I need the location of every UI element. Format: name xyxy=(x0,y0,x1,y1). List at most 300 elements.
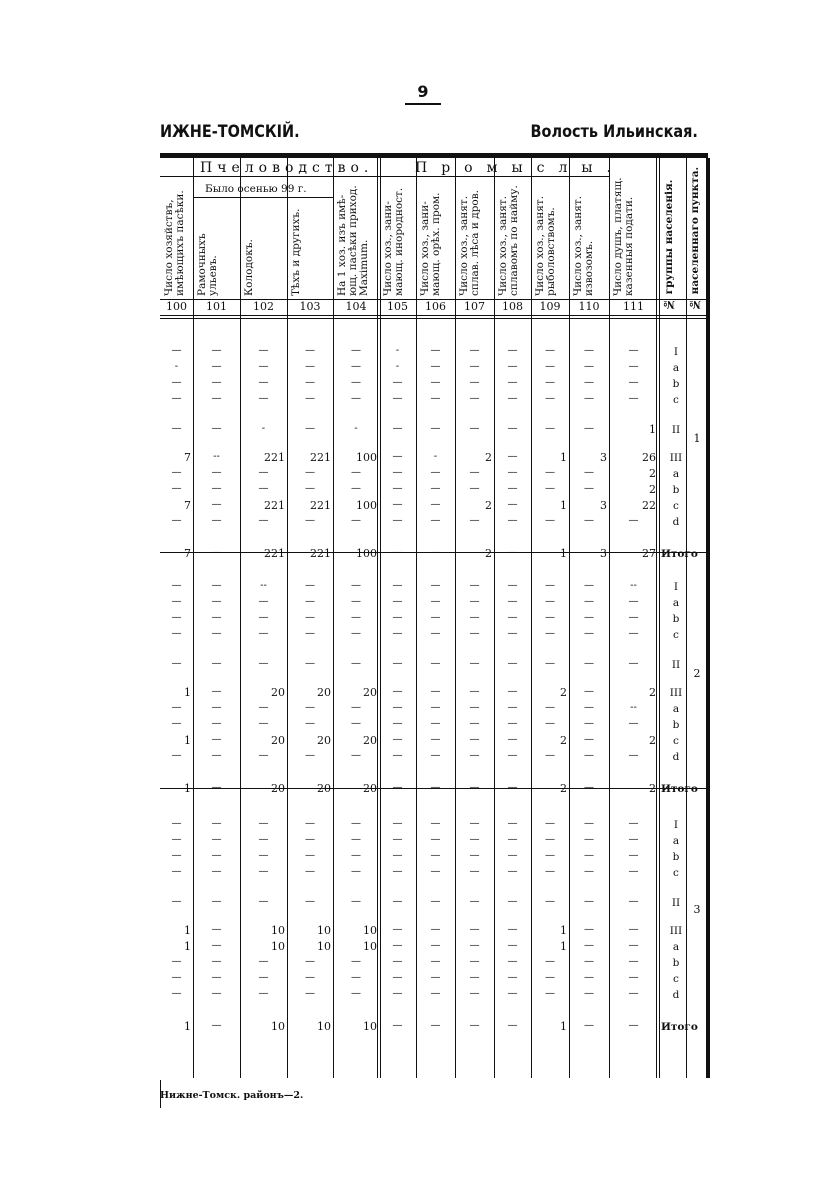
dash-cell: — xyxy=(392,734,403,745)
dash-cell: — xyxy=(545,818,555,829)
dash-cell: — xyxy=(258,467,269,478)
group-label: a xyxy=(672,362,680,374)
dash-cell: — xyxy=(545,988,555,999)
dash-cell: — xyxy=(584,782,594,793)
header-bottom-double xyxy=(160,318,708,319)
dash-cell: — xyxy=(211,361,222,372)
dash-cell: — xyxy=(211,1020,222,1031)
column-heading: Число хоз., занят. извозомъ. xyxy=(572,195,595,296)
footer: Нижне-Томск. районъ—2. xyxy=(160,1090,304,1101)
dash-cell: — xyxy=(171,377,182,388)
table-cell: 1 xyxy=(560,940,567,953)
dash-cell: - xyxy=(354,423,358,434)
group-label: b xyxy=(672,957,680,969)
dash-cell: — xyxy=(258,818,269,829)
dash-cell: — xyxy=(258,956,269,967)
dash-cell: — xyxy=(507,345,518,356)
dash-cell: — xyxy=(628,834,639,845)
group-label: c xyxy=(673,735,679,747)
table-cell: 2 xyxy=(649,686,656,699)
table-cell: 100 xyxy=(356,547,377,560)
column-rule xyxy=(494,158,495,1078)
dash-cell: — xyxy=(584,515,594,526)
dash-cell: — xyxy=(545,850,555,861)
dash-cell: — xyxy=(628,956,639,967)
dash-cell: — xyxy=(351,483,361,494)
table-cell: 2 xyxy=(560,782,567,795)
dash-cell: — xyxy=(430,718,441,729)
dash-cell: — xyxy=(430,972,441,983)
group-label: b xyxy=(672,719,680,731)
column-number: 104 xyxy=(345,300,367,313)
dash-cell: — xyxy=(351,718,361,729)
dash-cell: — xyxy=(351,866,361,877)
dash-cell: — xyxy=(430,834,441,845)
table-cell: 20 xyxy=(317,782,331,795)
dash-cell: — xyxy=(392,940,403,951)
subheading-autumn: Было осенью 99 г. xyxy=(205,183,307,195)
dash-cell: — xyxy=(211,467,222,478)
left-header: ИЖНЕ-ТОМСКІЙ. xyxy=(160,122,300,142)
dash-cell: — xyxy=(392,628,403,639)
dash-cell: — xyxy=(469,393,480,404)
table-cell: 2 xyxy=(485,499,492,512)
dash-cell: — xyxy=(545,702,555,713)
dash-cell: — xyxy=(545,483,555,494)
column-rule xyxy=(706,158,710,1078)
dash-cell: — xyxy=(628,924,639,935)
dash-cell: — xyxy=(430,750,441,761)
dash-cell: — xyxy=(171,718,182,729)
dash-cell: — xyxy=(305,423,315,434)
dash-cell: — xyxy=(258,393,269,404)
dash-cell: — xyxy=(584,361,594,372)
dash-cell: — xyxy=(584,612,594,623)
table-cell: 1 xyxy=(184,686,191,699)
dash-cell: — xyxy=(507,1020,518,1031)
dash-cell: — xyxy=(211,734,222,745)
dash-cell: — xyxy=(211,393,222,404)
dash-cell: — xyxy=(469,1020,480,1031)
column-heading: Число хозяйствъ, имѣющихъ пасѣки. xyxy=(163,190,186,296)
dash-cell: — xyxy=(171,850,182,861)
dash-cell: — xyxy=(584,686,594,697)
column-heading: Число хоз., зани- мающ. инородност. xyxy=(382,187,405,296)
page-number: 9 xyxy=(405,82,441,105)
group-label: d xyxy=(672,989,680,1001)
table-cell: 1 xyxy=(184,1020,191,1033)
dash-cell: — xyxy=(469,467,480,478)
dash-cell: — xyxy=(507,580,518,591)
table-cell: 20 xyxy=(363,734,377,747)
dash-cell: — xyxy=(507,686,518,697)
dash-cell: — xyxy=(507,596,518,607)
dash-cell: — xyxy=(584,750,594,761)
column-heading: Колодокъ. xyxy=(243,239,255,296)
dash-cell: — xyxy=(430,924,441,935)
dash-cell: — xyxy=(430,515,441,526)
dash-cell: — xyxy=(351,628,361,639)
dash-cell: — xyxy=(430,596,441,607)
table-cell: 20 xyxy=(363,782,377,795)
dash-cell: — xyxy=(351,467,361,478)
dash-cell: — xyxy=(392,377,403,388)
dash-cell: — xyxy=(392,834,403,845)
dash-cell: — xyxy=(211,580,222,591)
column-heading: Число хоз., занят. рыболовствомъ. xyxy=(534,195,557,296)
dash-cell: — xyxy=(392,956,403,967)
dash-cell: - xyxy=(174,361,179,372)
dash-cell: — xyxy=(507,850,518,861)
dash-cell: — xyxy=(351,834,361,845)
table-cell: 7 xyxy=(184,451,191,464)
dash-cell: — xyxy=(392,750,403,761)
dash-cell: — xyxy=(305,377,315,388)
dash-cell: — xyxy=(351,896,361,907)
dash-cell: — xyxy=(628,850,639,861)
group-label: I xyxy=(673,581,679,593)
dash-cell: — xyxy=(507,393,518,404)
dash-cell: — xyxy=(584,956,594,967)
settlement-number: 2 xyxy=(693,667,701,680)
dash-cell: — xyxy=(211,782,222,793)
dash-cell: — xyxy=(430,377,441,388)
dash-cell: — xyxy=(392,818,403,829)
dash-cell: — xyxy=(392,483,403,494)
dash-cell: — xyxy=(469,515,480,526)
group-label: c xyxy=(673,500,679,512)
dash-cell: — xyxy=(584,940,594,951)
dash-cell: - xyxy=(261,423,266,434)
dash-cell: — xyxy=(351,972,361,983)
table-cell: 2 xyxy=(649,483,656,496)
dash-cell: — xyxy=(351,393,361,404)
group-label: Итого xyxy=(661,783,698,795)
dash-cell: — xyxy=(171,896,182,907)
dash-cell: — xyxy=(545,866,555,877)
group-label: I xyxy=(673,819,679,831)
column-number: 106 xyxy=(425,300,446,313)
dash-cell: — xyxy=(392,580,403,591)
dash-cell: — xyxy=(545,580,555,591)
dash-cell: — xyxy=(545,377,555,388)
dash-cell: — xyxy=(392,1020,403,1031)
table-cell: 1 xyxy=(184,924,191,937)
dash-cell: — xyxy=(507,483,518,494)
dash-cell: — xyxy=(584,658,594,669)
dash-cell: — xyxy=(258,628,269,639)
table-cell: 20 xyxy=(271,734,285,747)
dash-cell: — xyxy=(171,423,182,434)
dash-cell: — xyxy=(171,467,182,478)
dash-cell: — xyxy=(545,467,555,478)
column-number: 105 xyxy=(387,300,408,313)
dash-cell: — xyxy=(507,818,518,829)
table-cell: 20 xyxy=(271,686,285,699)
dash-cell: — xyxy=(507,972,518,983)
table-cell: 221 xyxy=(310,451,331,464)
dash-cell: — xyxy=(211,718,222,729)
dash-cell: — xyxy=(392,718,403,729)
dash-cell: — xyxy=(469,896,480,907)
dash-cell: — xyxy=(507,423,518,434)
dash-cell: — xyxy=(469,612,480,623)
dash-cell: — xyxy=(258,718,269,729)
table-cell: 26 xyxy=(642,451,656,464)
table-cell: 221 xyxy=(310,547,331,560)
dash-cell: — xyxy=(171,658,182,669)
dash-cell: — xyxy=(211,377,222,388)
dash-cell: — xyxy=(584,702,594,713)
dash-cell: — xyxy=(545,345,555,356)
dash-cell: — xyxy=(507,896,518,907)
table-cell: 10 xyxy=(271,1020,285,1033)
table-cell: 10 xyxy=(317,1020,331,1033)
dash-cell: — xyxy=(305,750,315,761)
table-cell: 20 xyxy=(317,686,331,699)
dash-cell: — xyxy=(351,702,361,713)
dash-cell: — xyxy=(430,499,441,510)
dash-cell: — xyxy=(430,818,441,829)
dash-cell: — xyxy=(628,988,639,999)
dash-cell: — xyxy=(507,499,518,510)
dash-cell: - xyxy=(395,361,400,372)
dash-cell: — xyxy=(584,483,594,494)
group-label: c xyxy=(673,973,679,985)
dash-cell: — xyxy=(305,988,315,999)
dash-cell: — xyxy=(211,483,222,494)
dash-cell: — xyxy=(469,940,480,951)
dash-cell: — xyxy=(430,866,441,877)
group-label: Итого xyxy=(661,1021,698,1033)
dash-cell: — xyxy=(171,393,182,404)
dash-cell: — xyxy=(507,658,518,669)
dash-cell: — xyxy=(507,515,518,526)
dash-cell: — xyxy=(545,596,555,607)
dash-cell: — xyxy=(258,850,269,861)
table-cell: 2 xyxy=(560,734,567,747)
table-cell: 2 xyxy=(560,686,567,699)
dash-cell: — xyxy=(469,988,480,999)
group-label: II xyxy=(671,424,681,436)
column-heading: Тѣхъ и другихъ. xyxy=(290,208,302,296)
column-rule xyxy=(656,158,660,1078)
dash-cell: — xyxy=(507,377,518,388)
dash-cell: — xyxy=(628,896,639,907)
dash-cell: — xyxy=(351,850,361,861)
dash-cell: — xyxy=(258,596,269,607)
dash-cell: — xyxy=(469,924,480,935)
dash-cell: — xyxy=(351,596,361,607)
dash-cell: — xyxy=(430,702,441,713)
column-number: 100 xyxy=(166,300,187,313)
table-cell: 10 xyxy=(363,940,377,953)
top-rule xyxy=(160,153,708,158)
column-heading: Число хоз., зани- мающ. орѣх. пром. xyxy=(419,192,442,296)
dash-cell: — xyxy=(507,702,518,713)
table-cell: 27 xyxy=(642,547,656,560)
group-label: b xyxy=(672,851,680,863)
table-cell: 10 xyxy=(271,940,285,953)
dash-cell: — xyxy=(430,467,441,478)
dash-cell: — xyxy=(430,580,441,591)
dash-cell: — xyxy=(211,345,222,356)
dash-cell: — xyxy=(430,940,441,951)
dash-cell: — xyxy=(392,393,403,404)
table-cell: 100 xyxy=(356,499,377,512)
table-cell: 20 xyxy=(363,686,377,699)
dash-cell: — xyxy=(351,345,361,356)
dash-cell: — xyxy=(392,896,403,907)
dash-cell: — xyxy=(430,483,441,494)
dash-cell: — xyxy=(430,896,441,907)
dash-cell: — xyxy=(469,956,480,967)
dash-cell: — xyxy=(507,612,518,623)
settlement-number: 3 xyxy=(693,903,701,916)
dash-cell: — xyxy=(584,580,594,591)
dash-cell: — xyxy=(584,818,594,829)
dash-cell: — xyxy=(392,658,403,669)
dash-cell: — xyxy=(351,988,361,999)
dash-cell: — xyxy=(351,658,361,669)
dash-cell: — xyxy=(171,515,182,526)
dash-cell: — xyxy=(469,734,480,745)
dash-cell: — xyxy=(628,393,639,404)
table-cell: 10 xyxy=(363,1020,377,1033)
dash-cell: — xyxy=(305,612,315,623)
dash-cell: — xyxy=(584,467,594,478)
column-number: 111 xyxy=(623,300,644,313)
dash-cell: — xyxy=(392,866,403,877)
dash-cell: — xyxy=(584,628,594,639)
dash-cell: — xyxy=(545,972,555,983)
dash-cell: — xyxy=(469,750,480,761)
subheader-rule xyxy=(193,197,333,198)
dash-cell: — xyxy=(628,718,639,729)
dash-cell: — xyxy=(469,866,480,877)
column-rule xyxy=(377,158,381,1078)
dash-cell: — xyxy=(392,782,403,793)
dash-cell: — xyxy=(305,467,315,478)
dash-cell: — xyxy=(305,596,315,607)
table-cell: 3 xyxy=(600,547,607,560)
table-cell: 10 xyxy=(317,940,331,953)
dash-cell: — xyxy=(305,702,315,713)
dash-cell: — xyxy=(430,628,441,639)
dash-cell: — xyxy=(545,628,555,639)
dash-cell: — xyxy=(211,818,222,829)
group-label: III xyxy=(669,687,683,699)
dash-cell: — xyxy=(545,393,555,404)
dash-cell: — xyxy=(305,345,315,356)
group-label: d xyxy=(672,516,680,528)
dash-cell: — xyxy=(545,361,555,372)
dash-cell: — xyxy=(392,451,403,462)
dash-cell: — xyxy=(584,866,594,877)
settlement-number: 1 xyxy=(693,432,701,445)
dash-cell: — xyxy=(507,628,518,639)
group-label: III xyxy=(669,925,683,937)
dash-cell: — xyxy=(584,988,594,999)
column-number: 109 xyxy=(539,300,561,313)
dash-cell: — xyxy=(469,377,480,388)
dash-cell: — xyxy=(258,866,269,877)
table-cell: 20 xyxy=(317,734,331,747)
dash-cell: — xyxy=(628,515,639,526)
dash-cell: — xyxy=(469,972,480,983)
dash-cell: — xyxy=(430,547,441,558)
dash-cell: — xyxy=(507,782,518,793)
dash-cell: — xyxy=(258,988,269,999)
dash-cell: — xyxy=(469,483,480,494)
dash-cell: — xyxy=(628,658,639,669)
dash-cell: — xyxy=(351,956,361,967)
dash-cell: — xyxy=(430,345,441,356)
dash-cell: — xyxy=(171,834,182,845)
dash-cell: — xyxy=(584,377,594,388)
dash-cell: — xyxy=(469,596,480,607)
group-label: I xyxy=(673,346,679,358)
group-label: a xyxy=(672,703,680,715)
dash-cell: — xyxy=(351,361,361,372)
dash-cell: — xyxy=(507,956,518,967)
dash-cell: — xyxy=(584,834,594,845)
group-label: b xyxy=(672,378,680,390)
dash-cell: — xyxy=(507,834,518,845)
dash-cell: — xyxy=(211,515,222,526)
group-label: a xyxy=(672,597,680,609)
dash-cell: — xyxy=(469,686,480,697)
dash-cell: — xyxy=(258,345,269,356)
dash-cell: — xyxy=(258,750,269,761)
dash-cell: — xyxy=(171,956,182,967)
dash-cell: — xyxy=(430,423,441,434)
dash-cell: — xyxy=(584,972,594,983)
dash-cell: — xyxy=(507,924,518,935)
dash-cell: — xyxy=(392,423,403,434)
table-cell: 1 xyxy=(184,734,191,747)
dash-cell: — xyxy=(211,547,222,558)
table-cell: 221 xyxy=(264,499,285,512)
column-heading: На 1 хоз. изъ имѣ- ющ. пасѣки приход. Maximum. xyxy=(336,185,370,296)
table-cell: 3 xyxy=(600,451,607,464)
dash-cell: — xyxy=(430,393,441,404)
dash-cell: — xyxy=(211,612,222,623)
dash-cell: — xyxy=(305,866,315,877)
dash-cell: — xyxy=(171,988,182,999)
dash-cell: — xyxy=(171,596,182,607)
dash-cell: -- xyxy=(213,451,220,462)
dash-cell: — xyxy=(305,834,315,845)
dash-cell: — xyxy=(545,612,555,623)
column-number: 101 xyxy=(206,300,227,313)
dash-cell: — xyxy=(211,988,222,999)
group-label: a xyxy=(672,835,680,847)
group-header-rule xyxy=(160,176,610,177)
dash-cell: — xyxy=(628,377,639,388)
dash-cell: — xyxy=(392,988,403,999)
dash-cell: — xyxy=(584,596,594,607)
dash-cell: — xyxy=(628,596,639,607)
column-rule xyxy=(193,158,194,1078)
group-label: c xyxy=(673,629,679,641)
dash-cell: — xyxy=(211,956,222,967)
dash-cell: — xyxy=(469,361,480,372)
dash-cell: — xyxy=(507,866,518,877)
dash-cell: — xyxy=(469,345,480,356)
dash-cell: — xyxy=(171,345,182,356)
table-cell: 10 xyxy=(271,924,285,937)
